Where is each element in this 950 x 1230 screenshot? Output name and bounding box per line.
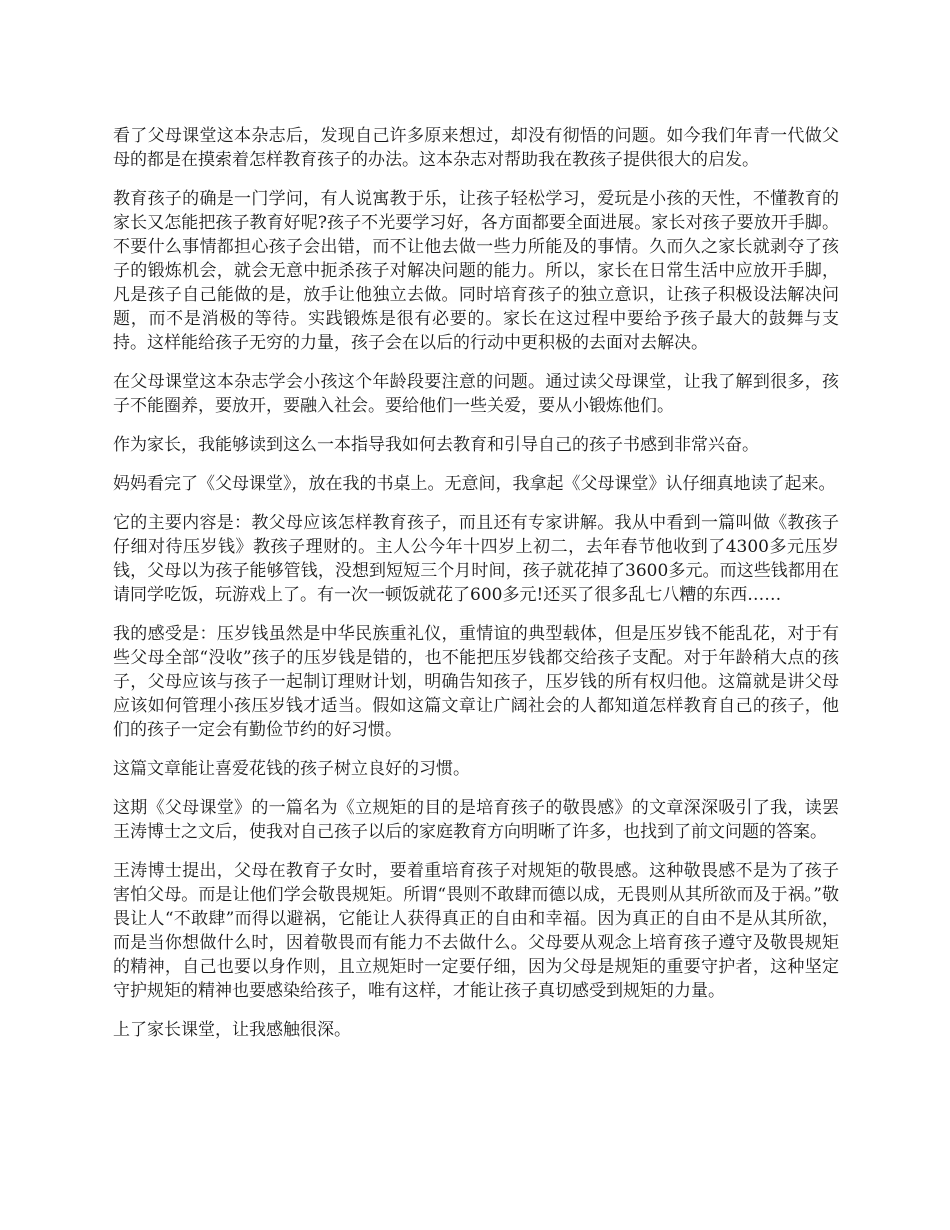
document-page [113, 124, 839, 1057]
paragraph-9: 这期《父母课堂》的一篇名为《立规矩的目的是培育孩子的敬畏感》的文章深深吸引了我，读罢王涛博士之文后，使我对自己孩子以后的家庭教育方向明晰了许多，也找到了前文问题的答案。 [113, 798, 839, 842]
paragraph-6: 它的主要内容是：教父母应该怎样教育孩子，而且还有专家讲解。我从中看到一篇叫做《教孩子仔细对待压岁钱》教孩子理财的。主人公今年十四岁上初二，去年春节他收到了4300多元压岁钱，父母以为孩子能够管钱，没想到短短三个月时间，孩子就花掉了3600多元。而这些钱都用在请同学吃饭，玩游戏上了。有一次一顿饭就花了600多元!还买了很多乱七八糟的东西…… [113, 513, 839, 605]
paragraph-11: 上了家长课堂，让我感触很深。 [113, 1020, 351, 1040]
paragraph-7: 我的感受是：压岁钱虽然是中华民族重礼仪，重情谊的典型载体，但是压岁钱不能乱花，对于有些父母全部“没收”孩子的压岁钱是错的，也不能把压岁钱都交给孩子支配。对于年龄稍大点的孩子，父母应该与孩子一起制订理财计划，明确告知孩子，压岁钱的所有权归他。这篇就是讲父母应该如何管理小孩压岁钱才适当。假如这篇文章让广阔社会的人都知道怎样教育自己的孩子，他们的孩子一定会有勤俭节约的好习惯。 [113, 624, 839, 740]
paragraph-10: 王涛博士提出，父母在教育子女时，要着重培育孩子对规矩的敬畏感。这种敬畏感不是为了孩子害怕父母。而是让他们学会敬畏规矩。所谓“畏则不敢肆而德以成，无畏则从其所欲而及于祸。”敬畏让人“不敢肆”而得以避祸，它能让人获得真正的自由和幸福。因为真正的自由不是从其所欲，而是当你想做什么时，因着敬畏而有能力不去做什么。父母要从观念上培育孩子遵守及敬畏规矩的精神，自己也要以身作则，且立规矩时一定要仔细，因为父母是规矩的重要守护者，这种坚定守护规矩的精神也要感染给孩子，唯有这样，才能让孩子真切感受到规矩的力量。 [113, 861, 839, 1001]
paragraph-4: 作为家长，我能够读到这么一本指导我如何去教育和引导自己的孩子书感到非常兴奋。 [113, 435, 759, 455]
paragraph-1: 看了父母课堂这本杂志后，发现自己许多原来想过，却没有彻悟的问题。如今我们年青一代做父母的都是在摸索着怎样教育孩子的办法。这本杂志对帮助我在教孩子提供很大的启发。 [113, 126, 839, 170]
paragraph-5: 妈妈看完了《父母课堂》，放在我的书桌上。无意间，我拿起《父母课堂》认仔细真地读了起来。 [113, 474, 836, 494]
paragraph-3: 在父母课堂这本杂志学会小孩这个年龄段要注意的问题。通过读父母课堂，让我了解到很多，孩子不能圈养，要放开，要融入社会。要给他们一些关爱，要从小锻炼他们。 [113, 372, 839, 416]
paragraph-8: 这篇文章能让喜爱花钱的孩子树立良好的习惯。 [113, 759, 470, 779]
paragraph-2: 教育孩子的确是一门学问，有人说寓教于乐，让孩子轻松学习，爱玩是小孩的天性，不懂教育的家长又怎能把孩子教育好呢?孩子不光要学习好，各方面都要全面进展。家长对孩子要放开手脚。不要什么事情都担心孩子会出错，而不让他去做一些力所能及的事情。久而久之家长就剥夺了孩子的锻炼机会，就会无意中扼杀孩子对解决问题的能力。所以，家长在日常生活中应放开手脚，凡是孩子自己能做的是，放手让他独立去做。同时培育孩子的独立意识，让孩子积极设法解决问题，而不是消极的等待。实践锻炼是很有必要的。家长在这过程中要给予孩子最大的鼓舞与支持。这样能给孩子无穷的力量，孩子会在以后的行动中更积极的去面对去解决。 [113, 189, 839, 353]
